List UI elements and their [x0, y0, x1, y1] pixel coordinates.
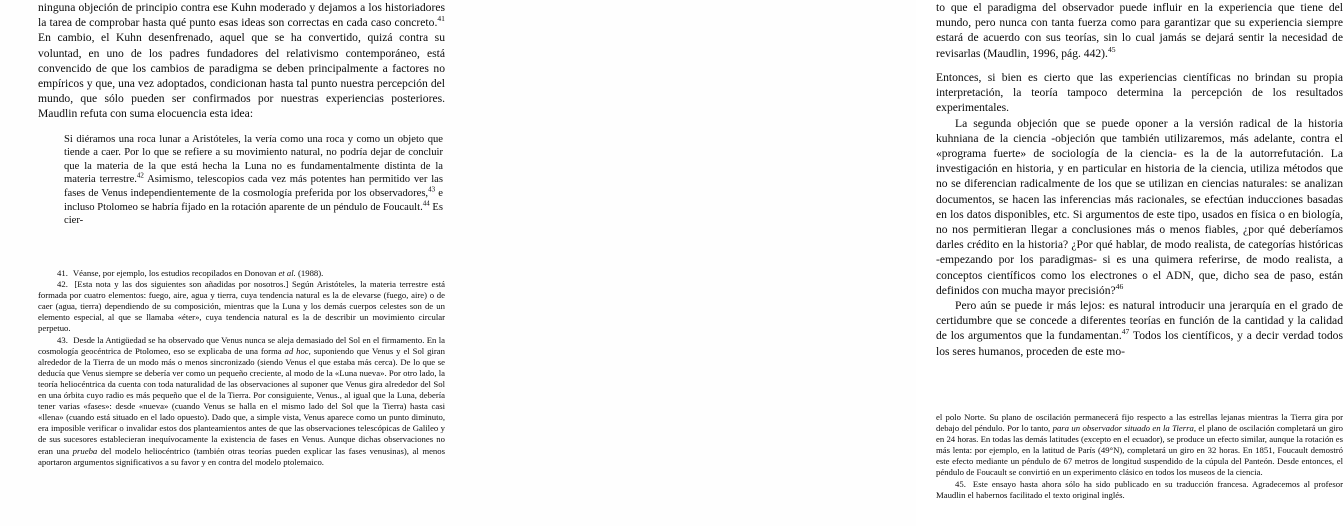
left-body-text: [38, 0, 445, 122]
footnote-41: [38, 268, 445, 279]
paragraph-continuation: [38, 0, 445, 122]
paragraph-segunda-objecion-text: La segunda objeción que se puede oponer a la versión radical de la historia kuhniana de la ciencia -objeción que también utilizaremos, más adelante, contra el «programa fuerte» de sociología de la ciencia- es la de la autorrefutación. La investigación en historia, y en particular en historia de la ciencia, utiliza métodos que no se diferencian radicalmente de los que se utilizan en ciencias naturales: se analizan documentos, se hacen las inferencias más racionales, se efectúan inducciones basadas en los datos disponibles, etc. Si argumentos de este tipo, usados en física o en biología, no nos permitieran llegar a conclusiones más o menos fiables, ¿por qué deberíamos darles crédito en la historia? ¿Por qué hablar, de modo realista, de categorías históricas -empezando por los paradigmas- si es una quimera referirse, de modo realista, a conceptos científicos como los electrones o el ADN, que, dicho sea de paso, están definidos con mucha mayor precisión?: [936, 116, 1343, 297]
footnote-41-text-after: (1988).: [295, 268, 324, 278]
footnote-42-text: [Esta nota y las dos siguientes son añadidas por nosotros.] Según Aristóteles, la materia terrestre está formada por cuatro elementos: fuego, aire, agua y tierra, cuya tendencia natural es la de elevarse (fuego, aire) o de caer (agua, tierra) dependiendo de su composición, mientras que la Luna y los demás cuerpos celestes son de un elemento especial, al que se llamaba «éter», cuya tendencia natural es la de describir un movimiento circular perpetuo.: [38, 279, 445, 334]
footnote-number-42: 42.: [57, 279, 68, 290]
blockquote-part4: Es cier-: [64, 201, 443, 227]
paragraph-text-part1: ninguna objeción de principio contra ese Kuhn moderado y dejamos a los historiadores la tarea de comprobar hasta qué punto esas ideas son correctas en cada caso concreto.: [38, 1, 445, 30]
footnote-number-41: 41.: [57, 268, 68, 278]
paragraph-pero-aun-part2: Todos los científicos, y a decir verdad todos los seres humanos, proceden de este mo-: [936, 329, 1343, 358]
paragraph-entonces-text: Entonces, si bien es cierto que las experiencias científicas no brindan su propia interpretación, la teoría tampoco determina la percepción de los resultados experimentales.: [936, 71, 1343, 115]
right-column-continuation: [936, 0, 1343, 61]
footnote-43: [38, 335, 445, 468]
blockquote-part2: Asimismo, telescopios cada vez más potentes han permitido ver las fases de Venus independientemente de la cosmología preferida por los observadores,: [64, 174, 443, 199]
left-column-flow: [38, 0, 445, 228]
footnote-44-part1: el polo Norte. Su plano de oscilación permanecerá fijo respecto a las estrellas lejanas mientras la Tierra gira por debajo del péndulo. Por lo tanto,: [936, 412, 1343, 434]
paragraph-continuation-right: [936, 0, 1343, 61]
footnote-43-part1: Desde la Antigüedad se ha observado que Venus nunca se aleja demasiado del Sol en el firmamento. En la cosmología geocéntrica de Ptolomeo, eso se explicaba de una forma: [38, 334, 445, 356]
footnote-marker-41: 41: [437, 14, 445, 24]
blockquote-part3: e incluso Ptolomeo se habría fijado en la rotación aparente de un péndulo de Foucault.: [64, 188, 443, 213]
footnote-43-part3: del modelo heliocéntrico (también otras teorías pueden explicar las fases venusinas), al menos aportaron argumentos significativos a su favor y en contra del modelo ptolemaico.: [38, 445, 445, 467]
right-column-flow: [936, 70, 1343, 359]
left-footnotes: [38, 268, 445, 468]
footnote-43-italic-adhoc: ad hoc: [284, 345, 309, 356]
footnote-41-italic: et al.: [278, 268, 296, 278]
footnote-44-continuation: [936, 412, 1343, 479]
footnote-number-45: 45.: [955, 478, 966, 489]
footnote-42: [38, 279, 445, 334]
paragraph-segunda-objecion: [936, 116, 1343, 298]
footnote-43-italic-prueba: prueba: [72, 445, 98, 456]
footnote-marker-42: 42: [136, 171, 144, 180]
footnote-marker-47: 47: [1121, 327, 1130, 337]
footnote-45: [936, 479, 1343, 501]
right-column: [459, 0, 1343, 526]
right-footnotes: [936, 412, 1343, 501]
footnote-number-43: 43.: [57, 334, 68, 345]
footnote-44-italic-observador: para un observador situado en la Tierra: [1052, 423, 1194, 434]
footnote-41-text-before: Véanse, por ejemplo, los estudios recopilados en Donovan: [72, 268, 279, 278]
footnote-marker-44: 44: [422, 199, 430, 208]
footnote-marker-43: 43: [428, 185, 436, 194]
footnote-44-part2: , el plano de oscilación completará un giro en 24 horas. En todas las demás latitudes (excepto en el ecuador), se produce un efecto similar, aunque la rotación es más lenta: por ejemplo, en la latitud de París (49°N), completará un giro en 32 horas. En 1851, Foucault demostró este efecto mediante un péndulo de 67 metros de longitud suspendido de la cúpula del Panteón. Desde entonces, el péndulo de Foucault se convirtió en un experimento clásico en todos los museos de la ciencia.: [936, 423, 1343, 478]
footnote-marker-46: 46: [1115, 281, 1124, 291]
paragraph-pero-aun-part1: Pero aún se puede ir más lejos: es natural introducir una jerarquía en el grado de certidumbre que se concede a diferentes teorías en función de la cantidad y la calidad de los argumentos que la fundamentan.: [936, 299, 1343, 343]
footnote-45-text: Este ensayo hasta ahora sólo ha sido publicado en su traducción francesa. Agradecemos al profesor Maudlin el habernos facilitado el texto original inglés.: [936, 478, 1343, 500]
left-column: [0, 0, 459, 526]
blockquote-part1: Si diéramos una roca lunar a Aristóteles, la vería como una roca y como un objeto que tiende a caer. Por lo que se refiere a su movimiento natural, no podría dejar de concluir que la materia de la que está hecha la Luna no es fundamentalmente distinta de la materia terrestre.: [64, 133, 443, 186]
paragraph-text-part2: En cambio, el Kuhn desenfrenado, aquel que se ha convertido, quizá contra su voluntad, en uno de los padres fundadores del relativismo contemporáneo, está convencido de que los cambios de paradigma se deben principalmente a factores no empíricos y que, una vez adoptados, condicionan hasta tal punto nuestra percepción del mundo, que sólo pueden ser confirmados por nuestras experiencias posteriores. Maudlin refuta con suma elocuencia esta idea:: [38, 31, 445, 121]
paragraph-pero-aun: [936, 298, 1343, 359]
blockquote-maudlin: [38, 133, 445, 228]
paragraph-entonces: [936, 70, 1343, 116]
footnote-43-part2: , suponiendo que Venus y el Sol giran alrededor de la Tierra de un modo más o menos sincronizado (siendo Venus el que estaba más cerca). De lo que se deducía que Venus siempre se debería ver como un pequeño creciente, al modo de la «Luna nueva». Por otro lado, la teoría heliocéntrica da cuenta con toda naturalidad de las observaciones al suponer que Venus gira alrededor del Sol en una órbita cuyo radio es más pequeño que el de la Tierra. Por consiguiente, Venus., al igual que la Luna, debería tener varias «fases»: desde «nueva» (cuando Venus se halla en el mismo lado del Sol que la Tierra) hasta casi «llena» (cuando está situado en el lado opuesto). Dado que, a simple vista, Venus aparece como un punto diminuto, era imposible verificar o invalidar estos dos planteamientos antes de que las observaciones telescópicas de Galileo y de sus sucesores establecieran inequívocamente la existencia de fases en Venus. Aunque dichas observaciones no eran una: [38, 345, 445, 456]
blockquote-paragraph: [64, 133, 443, 228]
continuation-text: to que el paradigma del observador puede influir en la experiencia que tiene del mundo, pero nunca con tanta fuerza como para garantizar que su experiencia siempre estará de acuerdo con sus teorías, sin lo cual jamás se dejará sentir la necesidad de revisarlas (Maudlin, 1996, pág. 442).: [936, 1, 1343, 60]
footnote-marker-45: 45: [1107, 44, 1116, 54]
